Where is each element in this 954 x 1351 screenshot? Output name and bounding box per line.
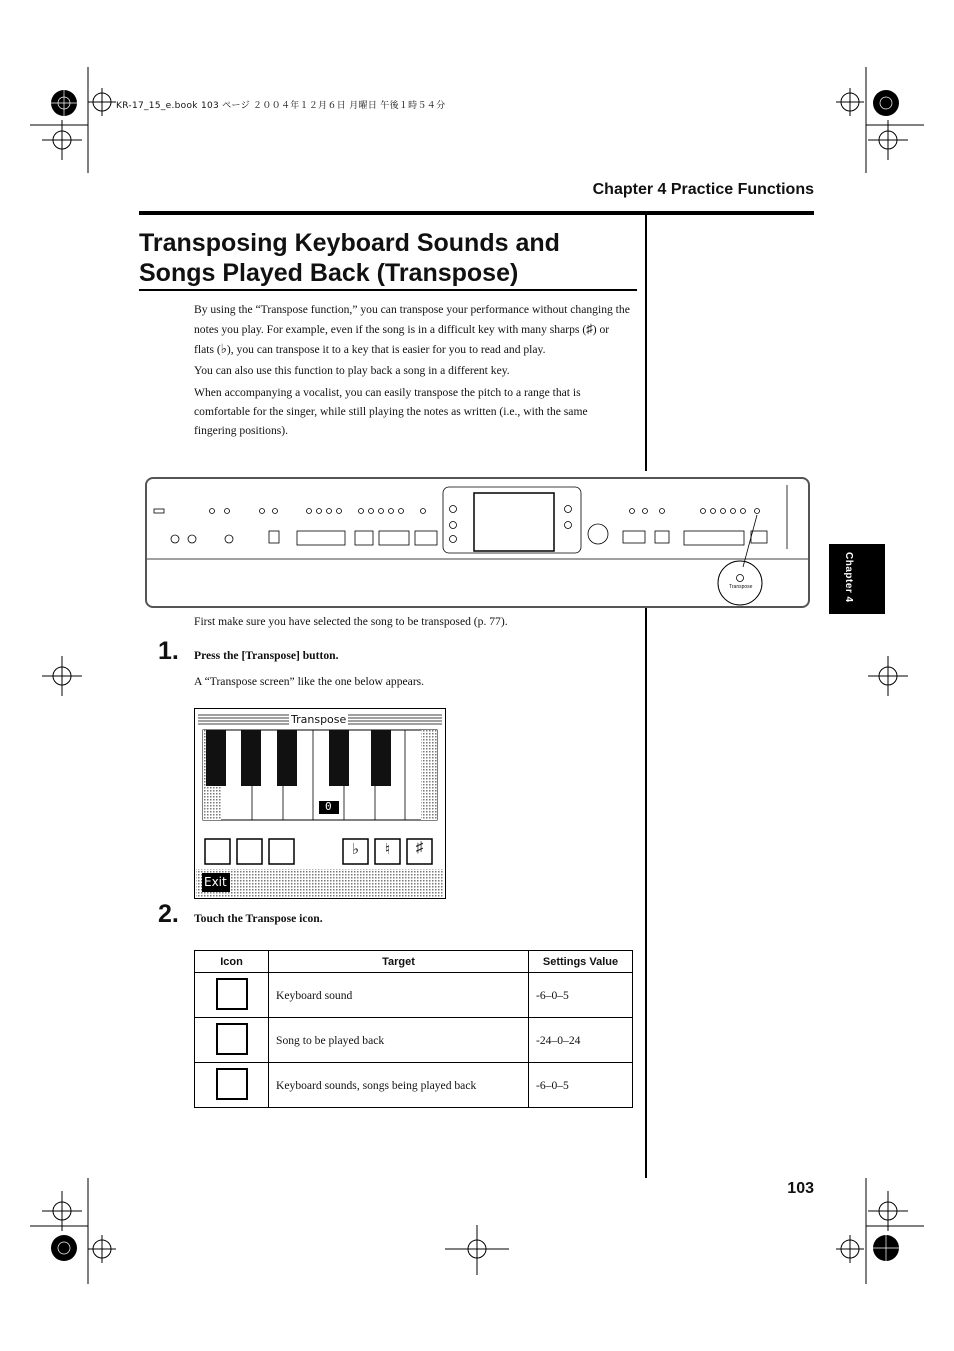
panel-drawing bbox=[147, 479, 808, 606]
print-info: KR-17_15_e.book 103 ページ ２００４年１２月６日 月曜日 午後１時５４分 bbox=[116, 101, 446, 111]
table-row bbox=[195, 1018, 633, 1063]
column-rule-upper bbox=[645, 215, 647, 471]
step-1-number: 1. bbox=[158, 637, 179, 665]
instrument-panel-illustration bbox=[145, 477, 810, 608]
song-disk-icon bbox=[216, 1023, 248, 1055]
table-header-row bbox=[195, 951, 633, 973]
intro-paragraph-2: You can also use this function to play back a song in a different key. bbox=[194, 364, 510, 378]
transpose-button-label: Transpose bbox=[729, 584, 753, 590]
keyboard-song-icon bbox=[216, 1068, 248, 1100]
intro-paragraph-1 bbox=[194, 301, 630, 359]
icon-cell bbox=[195, 1063, 269, 1108]
step-1-instruction: Press the [Transpose] button. bbox=[194, 649, 339, 662]
exit-button[interactable]: Exit bbox=[204, 875, 227, 889]
transpose-value: 0 bbox=[325, 800, 332, 813]
song-transpose-button[interactable] bbox=[237, 839, 262, 864]
step-2-instruction: Touch the Transpose icon. bbox=[194, 912, 323, 925]
title-line-1: Transposing Keyboard Sounds and bbox=[139, 229, 560, 257]
value-cell: -24–0–24 bbox=[529, 1018, 633, 1063]
title-line-2: Songs Played Back (Transpose) bbox=[139, 259, 519, 287]
all-transpose-button[interactable] bbox=[269, 839, 294, 864]
transpose-screen bbox=[194, 708, 446, 899]
step-1-note: A “Transpose screen” like the one below appears. bbox=[194, 675, 425, 688]
screen-title: Transpose bbox=[291, 713, 347, 726]
intro-paragraph-3: When accompanying a vocalist, you can easily transpose the pitch to a range that is comfortable for the singer, while still playing the notes as written (i.e., with the same fingering positions). bbox=[194, 386, 588, 437]
header-rule bbox=[139, 211, 814, 215]
flat-button-icon[interactable]: ♭ bbox=[351, 842, 360, 858]
value-cell: -6–0–5 bbox=[529, 973, 633, 1018]
intro-p1-a: By using the “Transpose function,” you can transpose your performance without changing the notes you play. For example, even if the song is in a difficult key with many sharps ( bbox=[194, 303, 630, 336]
target-cell: Keyboard sound bbox=[269, 973, 529, 1018]
target-cell: Song to be played back bbox=[269, 1018, 529, 1063]
icon-cell bbox=[195, 973, 269, 1018]
col-header-settings: Settings Value bbox=[529, 951, 633, 973]
chapter-side-tab-label: Chapter 4 bbox=[843, 552, 854, 603]
chapter-header: Chapter 4 Practice Functions bbox=[592, 181, 814, 198]
keyboard-icon bbox=[216, 978, 248, 1010]
value-cell: -6–0–5 bbox=[529, 1063, 633, 1108]
keyboard-transpose-button[interactable] bbox=[205, 839, 230, 864]
column-rule-lower bbox=[645, 608, 647, 1178]
step-2-number: 2. bbox=[158, 900, 179, 928]
intro-p1-b: ) or flats ( bbox=[194, 322, 610, 356]
page-title bbox=[139, 228, 639, 288]
intro-text bbox=[194, 301, 630, 444]
table-row bbox=[195, 1063, 633, 1108]
col-header-icon: Icon bbox=[195, 951, 269, 973]
target-cell: Keyboard sounds, songs being played back bbox=[269, 1063, 529, 1108]
before-steps-text: First make sure you have selected the song to be transposed (p. 77). bbox=[194, 615, 508, 628]
sharp-symbol-icon: ♯ bbox=[586, 320, 593, 336]
natural-button-icon[interactable]: ♮ bbox=[384, 842, 391, 858]
transpose-screen-drawing bbox=[195, 709, 445, 898]
table-row bbox=[195, 973, 633, 1018]
transpose-settings-table bbox=[194, 950, 633, 1108]
flat-symbol-icon: ♭ bbox=[220, 340, 227, 356]
icon-cell bbox=[195, 1018, 269, 1063]
page-number: 103 bbox=[787, 1180, 814, 1197]
sharp-button-icon[interactable]: ♯ bbox=[415, 840, 424, 856]
chapter-side-tab bbox=[829, 544, 885, 614]
intro-p1-c: ), you can transpose it to a key that is easier for you to read and play. bbox=[226, 342, 546, 356]
title-rule bbox=[139, 289, 637, 291]
col-header-target: Target bbox=[269, 951, 529, 973]
